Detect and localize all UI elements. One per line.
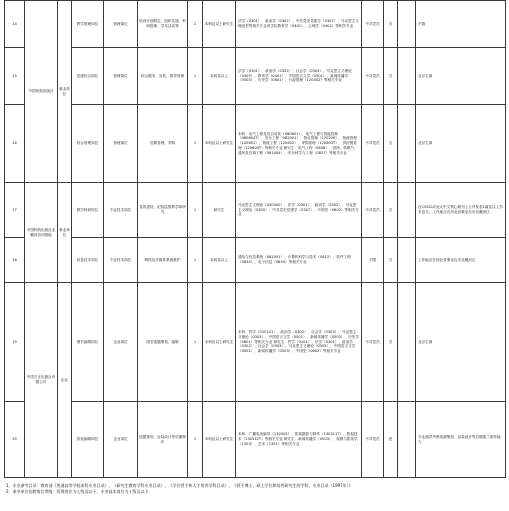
category-cell: 管理岗位 (104, 48, 138, 105)
category-cell: 专业技术岗位 (104, 183, 138, 238)
major-cell: 本科：电气工程及其自动化（080601）、电气工程与智能控制（080604T）、安全工程（082901）、物业管理（120209）、物流管理（120601）、物流工程（120602）、采购管理（120603T）、供应链管理（120604T）等相关专业 研究生：电气工程（0808）、供热、供燃气、通风及空调工程（081404）、安全科学与工程（0837）等相关专业 (236, 105, 362, 183)
post-cell: 影视编辑岗位 (72, 402, 104, 478)
unit-cell: 中国民航出版社 (25, 1, 58, 183)
remark-cell: 在CSSCI或北大中文核心期刊上公开发表1篇及以上学术论文。工作地点在河北省秦皇岛市北戴河区 (416, 183, 506, 238)
duty-cell: 综合服务、宣传、督导管理 (138, 48, 188, 105)
count-cell: 1 (188, 105, 203, 183)
major-cell: 法学（0301）、政治学（0302）、社会学（0303）、马克思主义理论（0305）、教育学（0401）、中国语言文学（0501）、新闻传播学（0503）、历史学（0601）、行政管理（120402）等相关专业 (236, 48, 362, 105)
duty-cell: 选题策划、包装设计等后期制作 (138, 402, 188, 478)
category-cell: 企业岗位 (104, 402, 138, 478)
politics-cell: 中共党员 (362, 48, 384, 105)
extra-cell (398, 1, 416, 48)
major-cell: 马克思主义理论（030500）、法学（0301）、政治学（0302）、马克思主义理论（0305）、中共党史党建学（0307）、中国史（0602）等相关专业 (236, 183, 362, 238)
category-cell: 管理岗位 (104, 105, 138, 183)
count-cell: 1 (188, 402, 203, 478)
nature-cell: 企业 (58, 283, 72, 478)
seq-cell: 15 (5, 48, 25, 105)
table-row (5, 238, 506, 283)
major-cell: 本科：广播电视编导（130305）、影视摄影与制作（130311T）、影视技术（130312T）等相关专业 研究生：新闻传播学（0503）、戏剧与影视学（1303）、艺术（1351）等相关专业 (236, 402, 362, 478)
remark-cell: 北京生源 (416, 283, 506, 402)
exam-cell: 否 (384, 48, 398, 105)
seq-cell: 18 (5, 238, 25, 283)
post-cell: 综合管理岗位 (72, 105, 104, 183)
exam-cell: 否 (384, 283, 398, 402)
post-cell: 教学管理岗位 (72, 1, 104, 48)
politics-cell: 中共党员 (362, 105, 384, 183)
politics-cell: 中共党员 (362, 402, 384, 478)
footnote: 2、事业单位招聘岗位等级：管理岗位为七级及以下，专业技术岗位为十级及以下 (6, 489, 149, 494)
seq-cell: 16 (5, 105, 25, 183)
edu-cell: 本科及以上研究生 (203, 283, 236, 402)
table-row (5, 183, 506, 238)
edu-cell: 本科及以上 (203, 238, 236, 283)
nature-cell: 事业单位 (58, 1, 72, 183)
table-row (5, 283, 506, 402)
footnote: 1、专业参考目录：教育部《普通高等学校本科专业目录》、《研究生教育学科专业目录》、《学位授予和人才培养学科目录》、《授予博士、硕士学位和培养研究生的学科、专业目录（1997年）》 (6, 483, 353, 488)
edu-cell: 本科及以上 (203, 48, 236, 105)
count-cell: 1 (188, 238, 203, 283)
remark-cell: 北京生源 (416, 105, 506, 183)
post-cell: 党建综合岗位 (72, 48, 104, 105)
table-row (5, 48, 506, 105)
exam-cell: 否 (384, 105, 398, 183)
extra-cell (398, 283, 416, 402)
major-cell: 法学（0301）、政治学（0302）、中共党史党建学（0307）、马克思主义理论类等相关专业或学位教育学（0401）、心理学（0402）等相关专业 (236, 1, 362, 48)
politics-cell: 中共党员 (362, 1, 384, 48)
unit-cell: 中国民航出版社北戴河培训基地 (25, 183, 58, 283)
count-cell: 2 (188, 1, 203, 48)
extra-cell (398, 183, 416, 238)
exam-cell: 是 (384, 402, 398, 478)
extra-cell (398, 48, 416, 105)
extra-cell (398, 238, 416, 283)
count-cell: 1 (188, 283, 203, 402)
category-cell: 专业技术岗位 (104, 238, 138, 283)
exam-cell: 否 (384, 238, 398, 283)
duty-cell: 网络及多媒体系统维护 (138, 238, 188, 283)
unit-cell: 中国方正出版社有限公司 (25, 283, 58, 478)
extra-cell (398, 105, 416, 183)
post-cell: 图书编辑岗位 (72, 283, 104, 402)
count-cell: 1 (188, 48, 203, 105)
exam-cell: 否 (384, 1, 398, 48)
edu-cell: 本科及以上研究生 (203, 402, 236, 478)
politics-cell: 不限 (362, 238, 384, 283)
table-row (5, 105, 506, 183)
seq-cell: 20 (5, 402, 25, 478)
footnotes (6, 483, 504, 495)
major-cell: 通信与信息系统（081001）、计算机科学与技术（0812）、软件工程（0835）、电子信息（0854）等相关专业 (236, 238, 362, 283)
politics-cell: 中共党员 (362, 183, 384, 238)
edu-cell: 本科及以上研究生 (203, 1, 236, 48)
count-cell: 1 (188, 183, 203, 238)
category-cell: 企业岗位 (104, 283, 138, 402)
politics-cell: 中共党员 (362, 283, 384, 402)
duty-cell: 后勤管理、采购 (138, 105, 188, 183)
edu-cell: 本科及以上研究生 (203, 105, 236, 183)
remark-cell: 专业测试考察视频策划、包装设计等后期加工制作能力 (416, 402, 506, 478)
edu-cell: 研究生 (203, 183, 236, 238)
extra-cell (398, 402, 416, 478)
duty-cell: 图书选题策划、编辑 (138, 283, 188, 402)
recruitment-table (4, 0, 506, 478)
remark-cell: 北京生源 (416, 48, 506, 105)
seq-cell: 14 (5, 1, 25, 48)
nature-cell: 事业单位 (58, 183, 72, 283)
duty-cell: 培训计划制定、组织实施、科研管理、学术活动等 (138, 1, 188, 48)
post-cell: 教学科研岗位 (72, 183, 104, 238)
table-row (5, 402, 506, 478)
post-cell: 信息技术岗位 (72, 238, 104, 283)
seq-cell: 19 (5, 283, 25, 402)
major-cell: 本科：哲学（010101）、政治学（0302）、社会学（0303）、马克思主义理论（0305）、中国语言文学（0501）、新闻传播学（0503）、历史学（0601）等相关专业 研究生：哲学（0101）、法学（0301）、政治学（0302）、社会学（0303）、马克思主义理论（0305）、中国语言文学（0501）、新闻传播学（0503）、中国史（0602）等相关专业 (236, 283, 362, 402)
seq-cell: 17 (5, 183, 25, 238)
duty-cell: 党的建设、纪检监察教学和研究 (138, 183, 188, 238)
remark-cell: 不限 (416, 1, 506, 48)
exam-cell: 否 (384, 183, 398, 238)
remark-cell: 工作地点在河北省秦皇岛市北戴河区 (416, 238, 506, 283)
table-row (5, 1, 506, 48)
category-cell: 管理岗位 (104, 1, 138, 48)
